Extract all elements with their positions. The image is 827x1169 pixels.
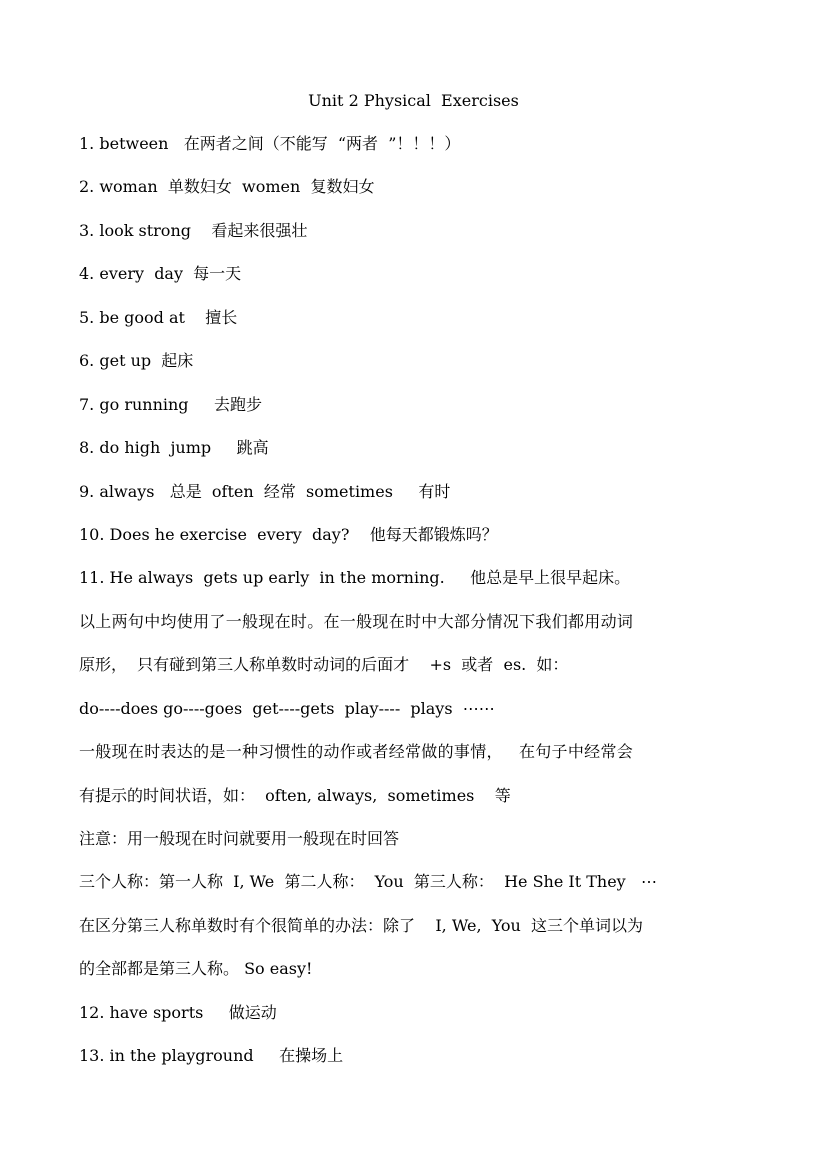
list-item: 3. look strong 看起来很强壮 [79,220,308,240]
list-item: 4. every day 每一天 [79,264,242,284]
list-item: 13. in the playground 在操场上 [79,1046,344,1066]
list-item: 1. between 在两者之间（不能写 “两者 ”！！！） [79,134,461,153]
grammar-note-line: 原形， 只有碰到第三人称单数时动词的后面才 +s 或者 es. 如： [79,655,569,675]
list-item: 6. get up 起床 [79,351,194,371]
list-item: 2. woman 单数妇女 women 复数妇女 [79,177,375,197]
grammar-note-line: 以上两句中均使用了一般现在时。在一般现在时中大部分情况下我们都用动词 [79,611,634,631]
grammar-note-line: 在区分第三人称单数时有个很简单的办法：除了 I, We, You 这三个单词以为 [79,915,643,935]
list-item: 5. be good at 擅长 [79,307,238,327]
list-item: 9. always 总是 often 经常 sometimes 有时 [79,481,451,501]
grammar-example-line: do----does go----goes get----gets play---- plays ⋯⋯ [79,698,495,718]
list-item: 7. go running 去跑步 [79,394,262,414]
list-item: 12. have sports 做运动 [79,1002,277,1022]
grammar-note-line: 三个人称：第一人称 I, We 第二人称： You 第三人称： He She It They ⋯ [79,872,657,892]
list-item: 11. He always gets up early in the morning. 他总是早上很早起床。 [79,568,631,588]
vocabulary-list [79,133,759,1089]
list-item: 8. do high jump 跳高 [79,438,269,458]
grammar-note-line: 注意：用一般现在时问就要用一般现在时回答 [79,829,400,848]
list-item: 10. Does he exercise every day? 他每天都锻炼吗？ [79,524,498,544]
grammar-note-line: 一般现在时表达的是一种习惯性的动作或者经常做的事情， 在句子中经常会 [79,742,634,762]
page-title: Unit 2 Physical Exercises [308,91,519,110]
grammar-note-line: 的全部都是第三人称。 So easy! [79,959,313,979]
grammar-note-line: 有提示的时间状语，如： often, always, sometimes 等 [79,785,511,805]
